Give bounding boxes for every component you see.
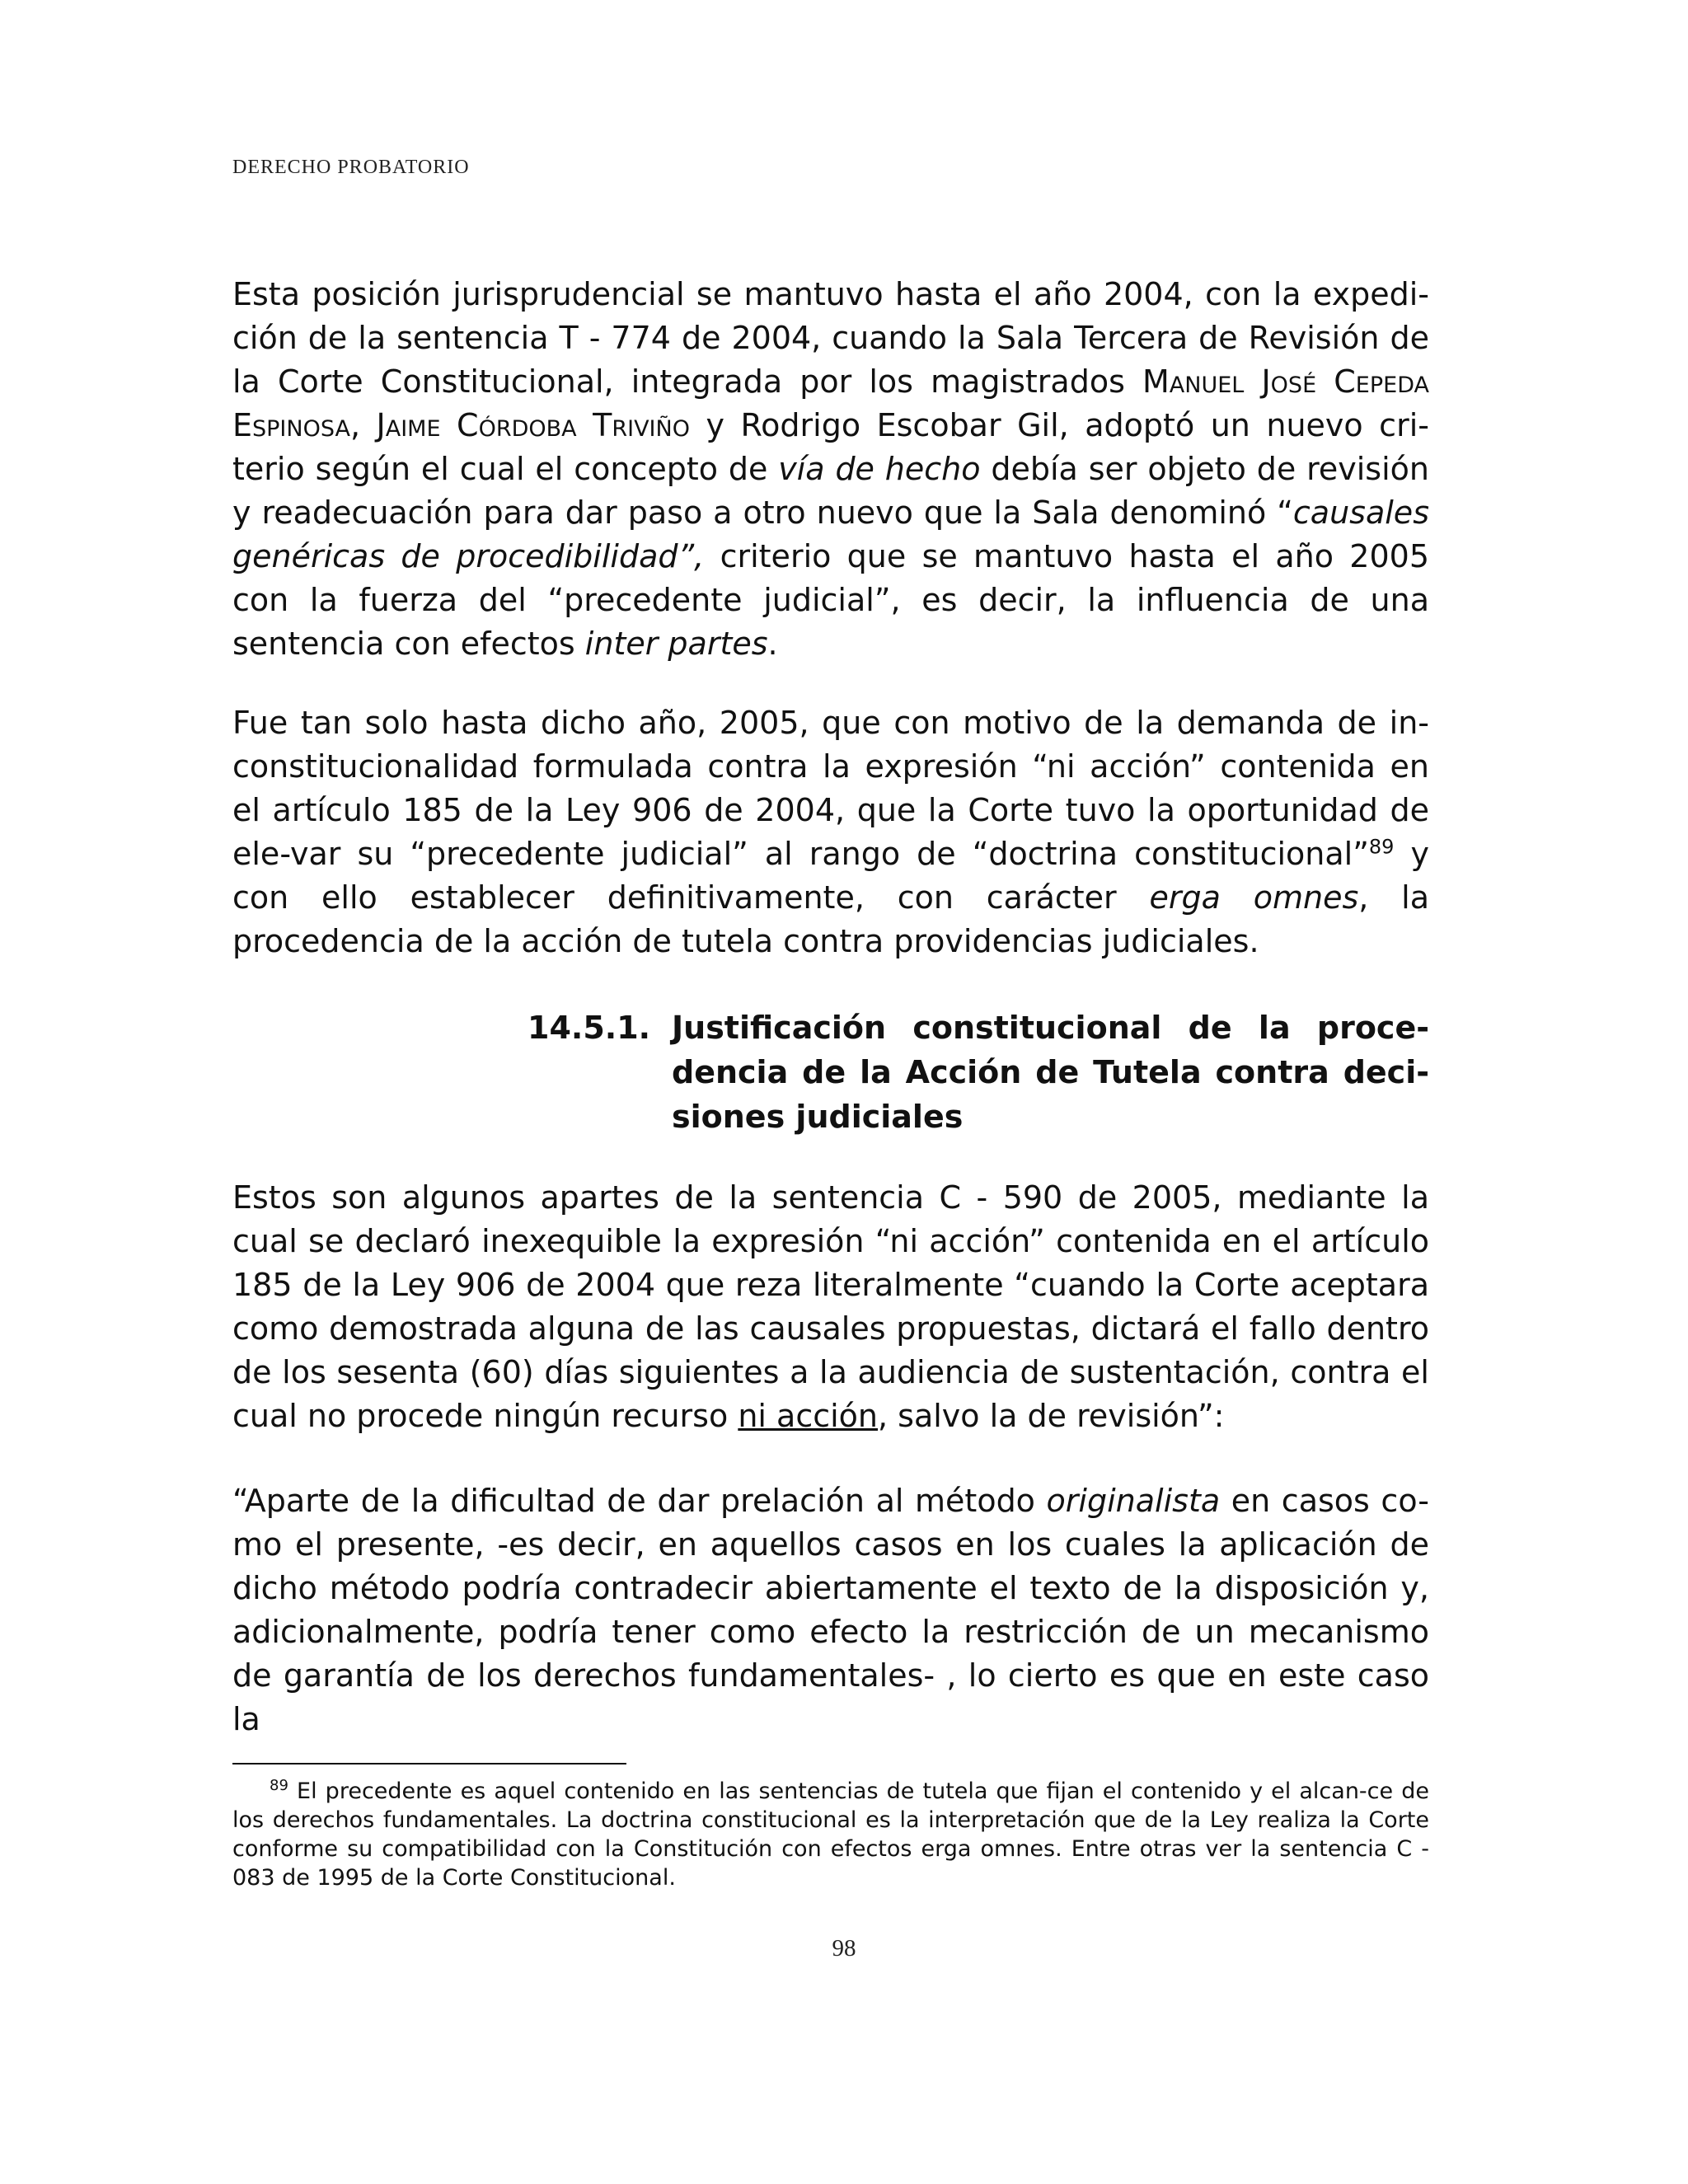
paragraph-3-text-1: Estos son algunos apartes de la sentencia C - 590 de 2005, mediante la cual se declaró inexequible la expresión “ni acción” contenida en el artículo 185 de la Ley 906 de 2004 que reza literalmente “cuando la Corte aceptara como demostrada alguna de las causales propuestas, dictará el fallo dentro de los sesenta (60) días siguientes a la audiencia de sustentación, contra el cual no procede ningún recurso [232,1179,1429,1434]
paragraph-4 [232,1479,1429,1741]
paragraph-1-text-6: . [767,626,778,662]
italic-erga-omnes: erga omnes [1149,879,1359,916]
magistrate-name-cepeda: Manuel José Cepeda Espinosa [232,363,1429,443]
page-number: 98 [832,1935,856,1961]
running-header: DERECHO PROBATORIO [232,157,470,178]
paragraph-4-text-2: en casos co-mo el presente, -es decir, en aquellos casos en los cuales la aplicación de dicho método podría contradecir abiertamente el texto de la disposición y, adicionalmente, podría tener como efecto la restricción de un mecanismo de garantía de los derechos fundamentales- , lo cierto es que en este caso la [232,1483,1429,1737]
section-title: Justificación constitucional de la proce-dencia de la Acción de Tutela contra deci-siones judiciales [672,1010,1429,1135]
underlined-ni-accion: ni acción [738,1398,878,1434]
paragraph-1-text-2: , [349,407,377,443]
paragraph-4-text-1: “Aparte de la dificultad de dar prelación al método [232,1483,1047,1519]
paragraph-2-text-2: y con ello establecer definitivamente, con carácter [232,836,1429,916]
paragraph-1-text-4: debía ser objeto de revisión y readecuación para dar paso a otro nuevo que la Sala denominó “ [232,451,1429,531]
italic-via-de-hecho: vía de hecho [778,451,981,487]
footnote-marker: 89 [270,1777,288,1794]
paragraph-2-text-1: Fue tan solo hasta dicho año, 2005, que con motivo de la demanda de in-constitucionalidad formulada contra la expresión “ni acción” contenida en el artículo 185 de la Ley 906 de 2004, que la Corte tuvo la oportunidad de ele-var su “precedente judicial” al rango de “doctrina constitucional” [232,705,1429,872]
italic-inter-partes: inter partes [584,626,768,662]
footnote-reference[interactable]: 89 [1368,835,1395,859]
paragraph-1-text-1: Esta posición jurisprudencial se mantuvo hasta el año 2004, con la expedi-ción de la sentencia T - 774 de 2004, cuando la Sala Tercera de Revisión de la Corte Constitucional, integrada por los magistrados [232,276,1429,400]
footnote [232,1777,1429,1892]
paragraph-2 [232,701,1429,963]
section-heading [528,1005,1429,1139]
footnote-text: El precedente es aquel contenido en las sentencias de tutela que fijan el contenido y el alcan-ce de los derechos fundamentales. La doctrina constitucional es la interpretación que de la Ley realiza la Corte conforme su compatibilidad con la Constitución con efectos erga omnes. Entre otras ver la sentencia C - 083 de 1995 de la Corte Constitucional. [232,1779,1429,1891]
italic-causales-genericas: causales genéricas de procedibilidad”, [232,494,1429,574]
paragraph-2-text-3: , la procedencia de la acción de tutela contra providencias judiciales. [232,879,1429,959]
paragraph-1-text-5: criterio que se mantuvo hasta el año 2005 con la fuerza del “precedente judicial”, es decir, la influencia de una sentencia con efectos [232,538,1430,662]
section-number: 14.5.1. [528,1010,651,1046]
paragraph-3 [232,1176,1429,1438]
paragraph-1 [232,273,1429,666]
italic-originalista: originalista [1046,1483,1221,1519]
footnote-divider [232,1763,626,1765]
paragraph-1-text-3: y Rodrigo Escobar Gil, adoptó un nuevo cri-terio según el cual el concepto de [232,407,1429,487]
paragraph-3-text-2: , salvo la de revisión”: [878,1398,1225,1434]
magistrate-name-cordoba: Jaime Córdoba Triviño [376,407,690,443]
